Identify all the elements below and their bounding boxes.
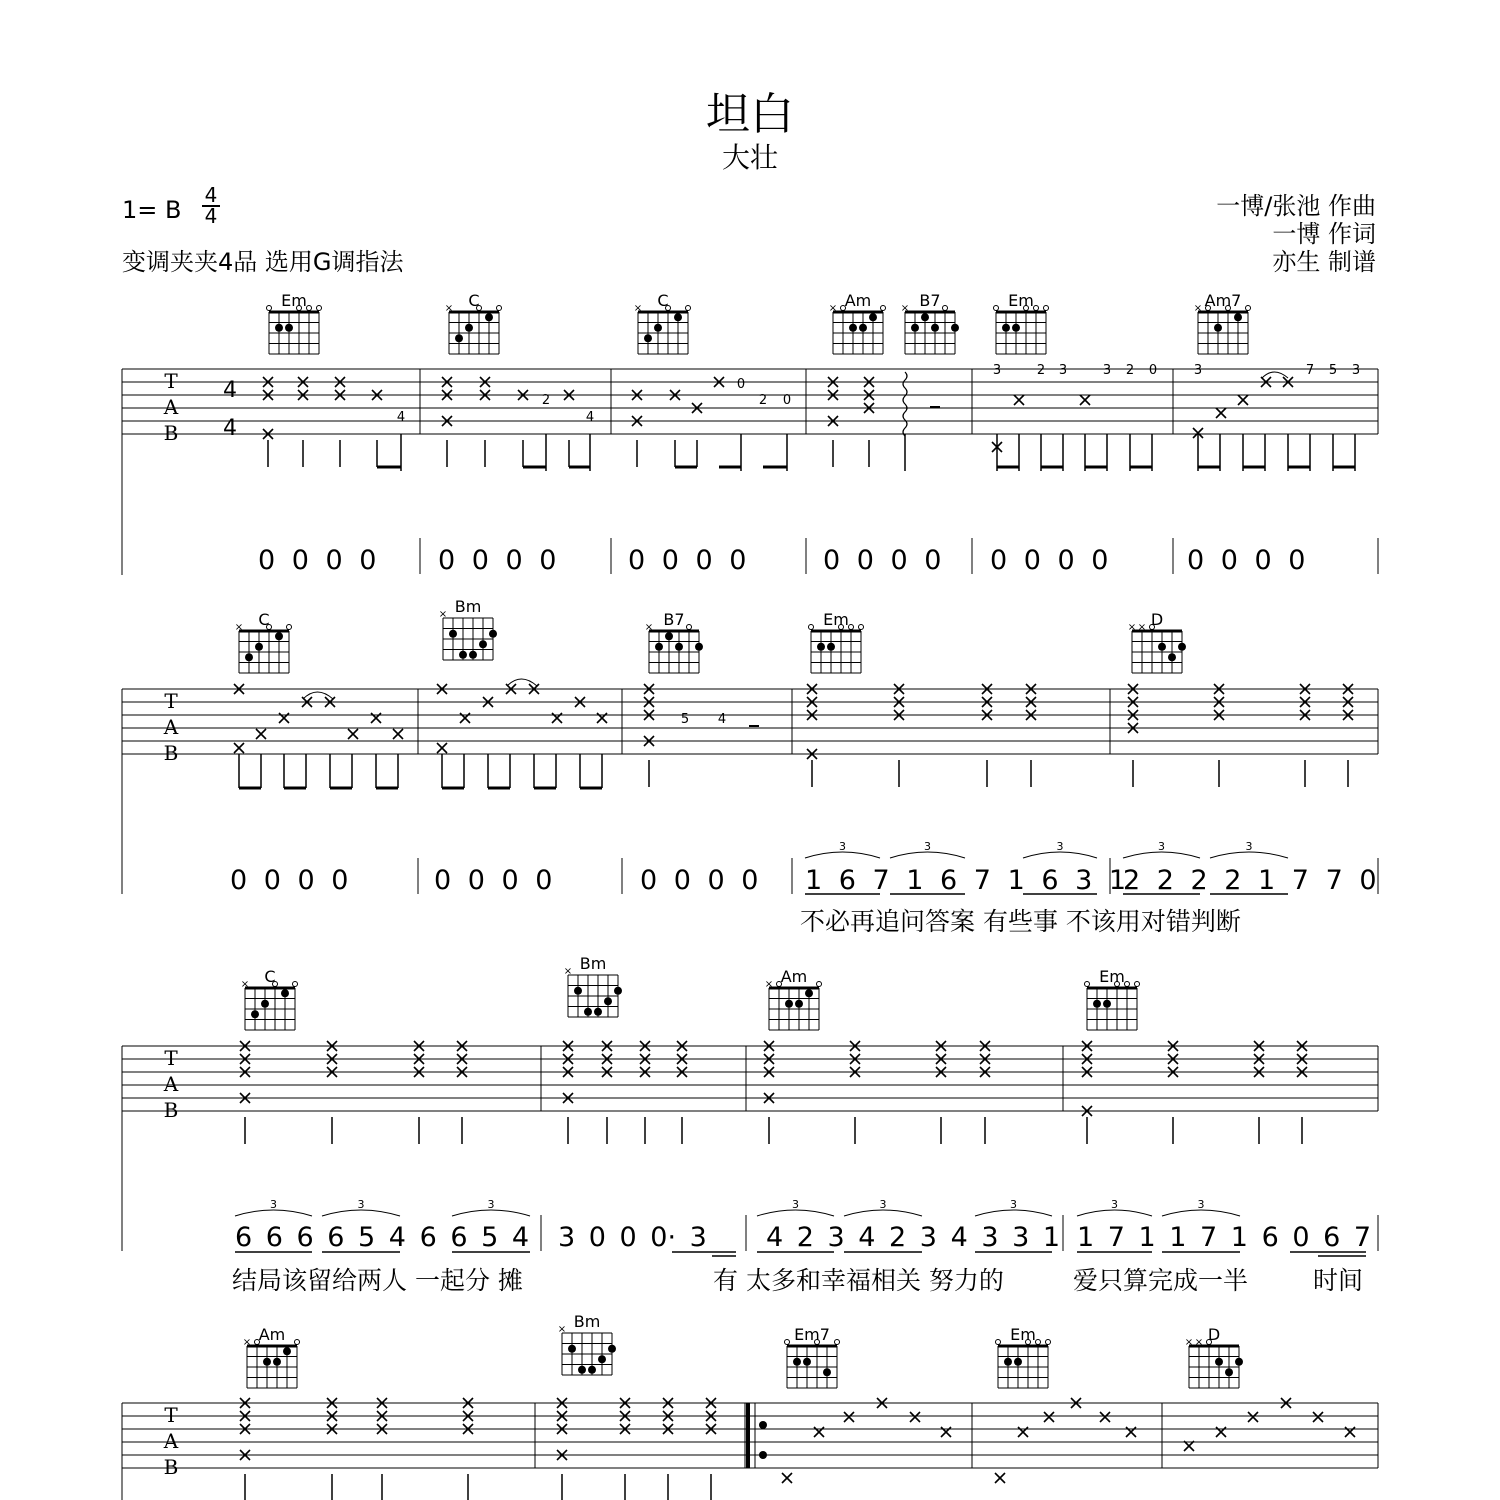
chord-muted-string: × (242, 1337, 252, 1348)
tab-fret-number: 2 (1125, 363, 1135, 378)
chord-finger-dot (584, 1008, 592, 1016)
tie-mark (303, 692, 333, 699)
lyrics-line-3d: 时间 (1313, 1266, 1364, 1295)
chord-finger-dot (261, 1000, 269, 1008)
chord-open-string (307, 306, 312, 311)
chord-finger-dot (655, 643, 663, 651)
triplet-number: 3 (1010, 1198, 1017, 1211)
chord-muted-string: × (234, 622, 244, 633)
chord-finger-dot (251, 1010, 259, 1018)
strum-x-mark (393, 729, 403, 739)
chord-finger-dot (608, 1345, 616, 1353)
tab-label-a: A (163, 1429, 179, 1453)
chord-open-string (859, 625, 864, 630)
chord-finger-dot (275, 324, 283, 332)
jianpu-measure: 6 6 6 6 5 4 6 6 5 4 (235, 1222, 530, 1253)
key-signature: 1= B (122, 196, 182, 224)
tab-label-t: T (164, 1046, 178, 1070)
chord-muted-string: × (1137, 622, 1147, 633)
chord-muted-string: × (900, 303, 910, 314)
tab-fret-number: 0 (1148, 363, 1158, 378)
chord-finger-dot (283, 1347, 291, 1355)
lyrics-line-3b: 有 太多和幸福相关 努力的 (713, 1266, 1004, 1295)
chord-open-string (687, 625, 692, 630)
chord-muted-string: × (557, 1324, 567, 1335)
tab-fret-number: 2 (541, 393, 551, 408)
strum-x-mark (1044, 1412, 1054, 1422)
chord-open-string (293, 982, 298, 987)
chord-finger-dot (911, 324, 919, 332)
repeat-dot (759, 1421, 767, 1429)
tab-fret-number: 0 (782, 393, 792, 408)
chord-name: Bm (579, 954, 607, 973)
composer-credit: 一博/张池 作曲 (1216, 192, 1376, 220)
chord-finger-dot (255, 643, 263, 651)
chord-name: C (264, 967, 276, 986)
chord-open-string (287, 625, 292, 630)
tab-fret-number: 0 (736, 377, 746, 392)
chord-name: Em7 (794, 1325, 830, 1344)
chord-name: B7 (919, 291, 941, 310)
chord-muted-string: × (563, 966, 573, 977)
tab-fret-number: 7 (1305, 363, 1315, 378)
chord-name: Bm (454, 597, 482, 616)
chord-finger-dot (1225, 1368, 1233, 1376)
chord-name: B7 (663, 610, 685, 629)
strum-x-mark (348, 729, 358, 739)
strum-x-mark (995, 1473, 1005, 1483)
chord-muted-string: × (1184, 1337, 1194, 1348)
chord-finger-dot (285, 324, 293, 332)
triplet-number: 3 (1197, 1198, 1205, 1211)
strum-x-mark (1313, 1412, 1323, 1422)
chord-open-string (1044, 306, 1049, 311)
chord-finger-dot (823, 1368, 831, 1376)
chord-open-string (994, 306, 999, 311)
chord-muted-string: × (633, 303, 643, 314)
chord-finger-dot (1103, 1000, 1111, 1008)
chord-finger-dot (588, 1366, 596, 1374)
chord-name: Am (258, 1325, 286, 1344)
tab-fret-number: 2 (1036, 363, 1046, 378)
chord-open-string (817, 982, 822, 987)
tab-fret-number: 3 (992, 363, 1002, 378)
chord-open-string (1135, 982, 1140, 987)
chord-name: D (1207, 1325, 1221, 1344)
tab-fret-number: 4 (717, 712, 727, 727)
tab-label-b: B (163, 741, 179, 765)
triplet-number: 3 (879, 1198, 887, 1211)
jianpu-measure: 0 0 0 0 (438, 545, 557, 576)
chord-finger-dot (793, 1358, 801, 1366)
tab-label-t: T (164, 689, 178, 713)
chord-finger-dot (479, 640, 487, 648)
chord-name: Bm (573, 1312, 601, 1331)
chord-finger-dot (1158, 643, 1166, 651)
chord-finger-dot (455, 334, 463, 342)
chord-open-string (809, 625, 814, 630)
tab-fret-number: 2 (758, 393, 768, 408)
chord-open-string (267, 306, 272, 311)
chord-name: Em (1010, 1325, 1036, 1344)
chord-open-string (295, 1340, 300, 1345)
jianpu-measure: 0 0 0 0 (258, 545, 377, 576)
jianpu-measure: 0 0 0 0 (640, 865, 759, 896)
jianpu-measure: 1 6 7 1 6 7 1 6 3 1 (805, 865, 1127, 896)
triplet-number: 3 (487, 1198, 495, 1211)
triplet-number: 3 (1056, 840, 1064, 853)
chord-finger-dot (805, 989, 813, 997)
chord-name: C (258, 610, 270, 629)
chord-name: D (1150, 610, 1164, 629)
lyrics-line-3c: 爱只算完成一半 (1073, 1266, 1249, 1295)
tab-fret-number: 5 (1328, 363, 1338, 378)
chord-finger-dot (485, 313, 493, 321)
chord-finger-dot (1234, 313, 1242, 321)
chord-open-string (1034, 306, 1039, 311)
chord-finger-dot (785, 1000, 793, 1008)
jianpu-measure: 0 0 0 0 (1187, 545, 1306, 576)
chord-finger-dot (1168, 653, 1176, 661)
lyrics-line-3a: 结局该留给两人 一起分 摊 (232, 1266, 523, 1295)
chord-finger-dot (644, 334, 652, 342)
jianpu-measure: 0 0 0 0 (434, 865, 553, 896)
chord-finger-dot (568, 1345, 576, 1353)
tab-fret-number: 3 (1058, 363, 1068, 378)
chord-open-string (1246, 306, 1251, 311)
chord-finger-dot (614, 987, 622, 995)
chord-finger-dot (859, 324, 867, 332)
jianpu-measure: 0 0 0 0 (230, 865, 349, 896)
chord-finger-dot (869, 313, 877, 321)
jianpu-measure: 4 2 3 4 2 3 4 3 3 1 (766, 1222, 1061, 1253)
chord-finger-dot (469, 651, 477, 659)
chord-name: C (468, 291, 480, 310)
strum-x-mark (782, 1473, 792, 1483)
chord-open-string (497, 306, 502, 311)
chord-finger-dot (465, 324, 473, 332)
tab-time-sig-top: 4 (223, 378, 237, 403)
chord-finger-dot (1093, 1000, 1101, 1008)
jianpu-measure: 0 0 0 0 (823, 545, 942, 576)
chord-muted-string: × (1193, 303, 1203, 314)
chord-finger-dot (654, 324, 662, 332)
chord-name: Em (1099, 967, 1125, 986)
chord-finger-dot (604, 997, 612, 1005)
chord-finger-dot (489, 630, 497, 638)
strum-x-mark (1080, 395, 1090, 405)
chord-finger-dot (1002, 324, 1010, 332)
chord-finger-dot (263, 1358, 271, 1366)
tab-label-t: T (164, 1403, 178, 1427)
chord-open-string (1036, 1340, 1041, 1345)
chord-name: Em (823, 610, 849, 629)
chord-name: Em (281, 291, 307, 310)
chord-open-string (1125, 982, 1130, 987)
chord-finger-dot (931, 324, 939, 332)
chord-finger-dot (1215, 1358, 1223, 1366)
tab-fret-number: 3 (1102, 363, 1112, 378)
triplet-number: 3 (270, 1198, 277, 1211)
chord-finger-dot (921, 313, 929, 321)
tab-label-b: B (163, 1455, 179, 1479)
chord-finger-dot (449, 630, 457, 638)
tab-label-t: T (164, 369, 178, 393)
chord-open-string (849, 625, 854, 630)
chord-finger-dot (1014, 1358, 1022, 1366)
chord-open-string (1046, 1340, 1051, 1345)
strum-x-mark (437, 743, 447, 753)
chord-finger-dot (803, 1358, 811, 1366)
chord-open-string (1085, 982, 1090, 987)
chord-muted-string: × (438, 609, 448, 620)
repeat-dot (759, 1451, 767, 1459)
lyrics-line-2: 不必再追问答案 有些事 不该用对错判断 (800, 907, 1241, 936)
tab-label-a: A (163, 1072, 179, 1096)
chord-finger-dot (273, 1358, 281, 1366)
transcriber-credit: 亦生 制谱 (1272, 248, 1376, 276)
chord-finger-dot (245, 653, 253, 661)
strum-x-mark (844, 1412, 854, 1422)
tab-fret-number: 3 (1193, 363, 1203, 378)
chord-muted-string: × (1127, 622, 1137, 633)
lyricist-credit: 一博 作词 (1272, 220, 1376, 248)
chord-muted-string: × (444, 303, 454, 314)
chord-finger-dot (459, 651, 467, 659)
chord-finger-dot (1214, 324, 1222, 332)
chord-finger-dot (1178, 643, 1186, 651)
chord-open-string (881, 306, 886, 311)
triplet-number: 3 (357, 1198, 365, 1211)
chord-open-string (835, 1340, 840, 1345)
chord-muted-string: × (764, 979, 774, 990)
triplet-number: 3 (1158, 840, 1165, 853)
strum-x-mark (1216, 408, 1226, 418)
chord-muted-string: × (240, 979, 250, 990)
chord-muted-string: × (644, 622, 654, 633)
chord-finger-dot (795, 1000, 803, 1008)
chord-finger-dot (849, 324, 857, 332)
chord-finger-dot (578, 1366, 586, 1374)
chord-open-string (317, 306, 322, 311)
tab-fret-number: 4 (396, 410, 406, 425)
tie-mark (507, 679, 537, 686)
chord-open-string (785, 1340, 790, 1345)
strum-x-mark (1014, 395, 1024, 405)
chord-open-string (943, 306, 948, 311)
jianpu-measure: 2 2 2 2 1 7 7 0 (1123, 865, 1377, 896)
chord-finger-dot (1012, 324, 1020, 332)
chord-finger-dot (281, 989, 289, 997)
tab-time-sig-bottom: 4 (223, 416, 237, 441)
tab-label-b: B (163, 1098, 179, 1122)
chord-finger-dot (695, 643, 703, 651)
chord-name: Em (1008, 291, 1034, 310)
tab-fret-number: 5 (680, 712, 690, 727)
tab-fret-number: 3 (1351, 363, 1361, 378)
triplet-number: 3 (792, 1198, 799, 1211)
chord-finger-dot (594, 1008, 602, 1016)
capo-instruction: 变调夹夹4品 选用G调指法 (122, 248, 404, 276)
chord-finger-dot (665, 632, 673, 640)
chord-open-string (686, 306, 691, 311)
chord-finger-dot (574, 987, 582, 995)
strum-x-mark (234, 743, 244, 753)
jianpu-measure: 0 0 0 0 (628, 545, 747, 576)
jianpu-measure: 3 0 0 0· 3 (558, 1222, 707, 1253)
triplet-number: 3 (1111, 1198, 1118, 1211)
tab-label-a: A (163, 715, 179, 739)
chord-name: Am (780, 967, 808, 986)
jianpu-measure: 0 0 0 0 (990, 545, 1109, 576)
strum-x-mark (1248, 1412, 1258, 1422)
chord-name: C (657, 291, 669, 310)
chord-finger-dot (1004, 1358, 1012, 1366)
tab-label-b: B (163, 421, 179, 445)
strum-x-mark (1238, 395, 1248, 405)
song-title: 坦白 (706, 89, 794, 140)
chord-name: Am7 (1204, 291, 1242, 310)
chord-finger-dot (275, 632, 283, 640)
chord-open-string (996, 1340, 1001, 1345)
triplet-number: 3 (924, 840, 931, 853)
chord-finger-dot (674, 313, 682, 321)
tab-label-a: A (163, 395, 179, 419)
time-signature-top: 4 (204, 183, 218, 207)
triplet-number: 3 (839, 840, 846, 853)
tab-fret-number: 4 (585, 410, 595, 425)
time-signature-bottom: 4 (204, 204, 218, 228)
chord-finger-dot (598, 1355, 606, 1363)
chord-muted-string: × (1194, 1337, 1204, 1348)
strum-x-mark (910, 1412, 920, 1422)
jianpu-measure: 1 7 1 1 7 1 6 0 6 7 (1077, 1222, 1372, 1253)
triplet-number: 3 (1245, 840, 1253, 853)
chord-finger-dot (1235, 1358, 1243, 1366)
chord-name: Am (844, 291, 872, 310)
chord-finger-dot (827, 643, 835, 651)
artist-name: 大壮 (721, 141, 778, 174)
strum-x-mark (256, 729, 266, 739)
chord-finger-dot (951, 324, 959, 332)
strum-x-mark (1100, 1412, 1110, 1422)
chord-muted-string: × (828, 303, 838, 314)
chord-finger-dot (675, 643, 683, 651)
chord-finger-dot (817, 643, 825, 651)
